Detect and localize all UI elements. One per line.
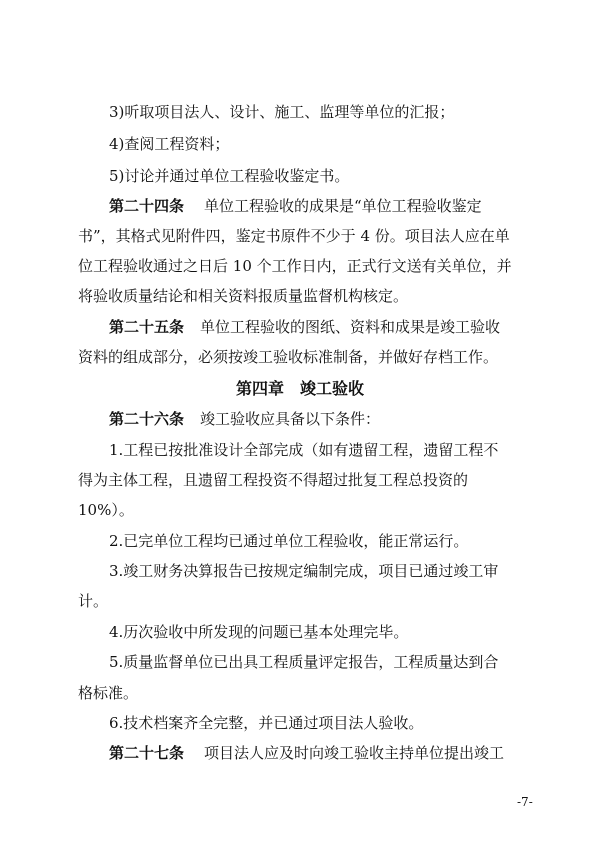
article-label: 第二十七条 xyxy=(109,744,185,762)
text-line: 位工程验收通过之日后 10 个工作日内，正式行文送有关单位，并 xyxy=(78,257,512,275)
text-line: 5)讨论并通过单位工程验收鉴定书。 xyxy=(109,167,350,185)
article-26-line xyxy=(109,409,380,429)
chapter-heading: 第四章 竣工验收 xyxy=(235,379,364,398)
article-25-line xyxy=(109,317,500,337)
article-text: 单位工程验收的成果是“单位工程验收鉴定 xyxy=(204,197,482,215)
text-line: 1.工程已按批准设计全部完成（如有遗留工程，遗留工程不 xyxy=(109,441,499,459)
text-line: 将验收质量结论和相关资料报质量监督机构核定。 xyxy=(78,287,409,305)
article-24-line xyxy=(109,196,482,216)
text-line: 书”，其格式见附件四，鉴定书原件不少于 4 份。项目法人应在单 xyxy=(78,227,510,245)
article-text: 单位工程验收的图纸、资料和成果是竣工验收 xyxy=(200,318,501,336)
text-line: 计。 xyxy=(78,592,109,610)
article-label: 第二十六条 xyxy=(109,410,185,428)
text-line: 10%）。 xyxy=(78,501,134,519)
text-line: 4)查阅工程资料； xyxy=(109,135,230,153)
text-line: 4.历次验收中所发现的问题已基本处理完毕。 xyxy=(109,623,409,641)
text-line: 格标准。 xyxy=(78,684,139,702)
page-number: -7- xyxy=(517,795,533,809)
article-label: 第二十四条 xyxy=(109,197,185,215)
text-line: 6.技术档案齐全完整，并已通过项目法人验收。 xyxy=(109,714,424,732)
article-text: 竣工验收应具备以下条件： xyxy=(200,410,381,428)
text-line: 5.质量监督单位已出具工程质量评定报告，工程质量达到合 xyxy=(109,653,499,671)
text-line: 得为主体工程，且遗留工程投资不得超过批复工程总投资的 xyxy=(78,471,469,489)
article-label: 第二十五条 xyxy=(109,318,185,336)
text-line: 3)听取项目法人、设计、施工、监理等单位的汇报； xyxy=(109,103,455,121)
text-line: 资料的组成部分，必须按竣工验收标准制备，并做好存档工作。 xyxy=(78,348,499,366)
text-line: 2.已完单位工程均已通过单位工程验收，能正常运行。 xyxy=(109,532,469,550)
text-line: 3.竣工财务决算报告已按规定编制完成，项目已通过竣工审 xyxy=(109,562,499,580)
article-27-line xyxy=(109,743,504,763)
article-text: 项目法人应及时向竣工验收主持单位提出竣工 xyxy=(204,744,505,762)
